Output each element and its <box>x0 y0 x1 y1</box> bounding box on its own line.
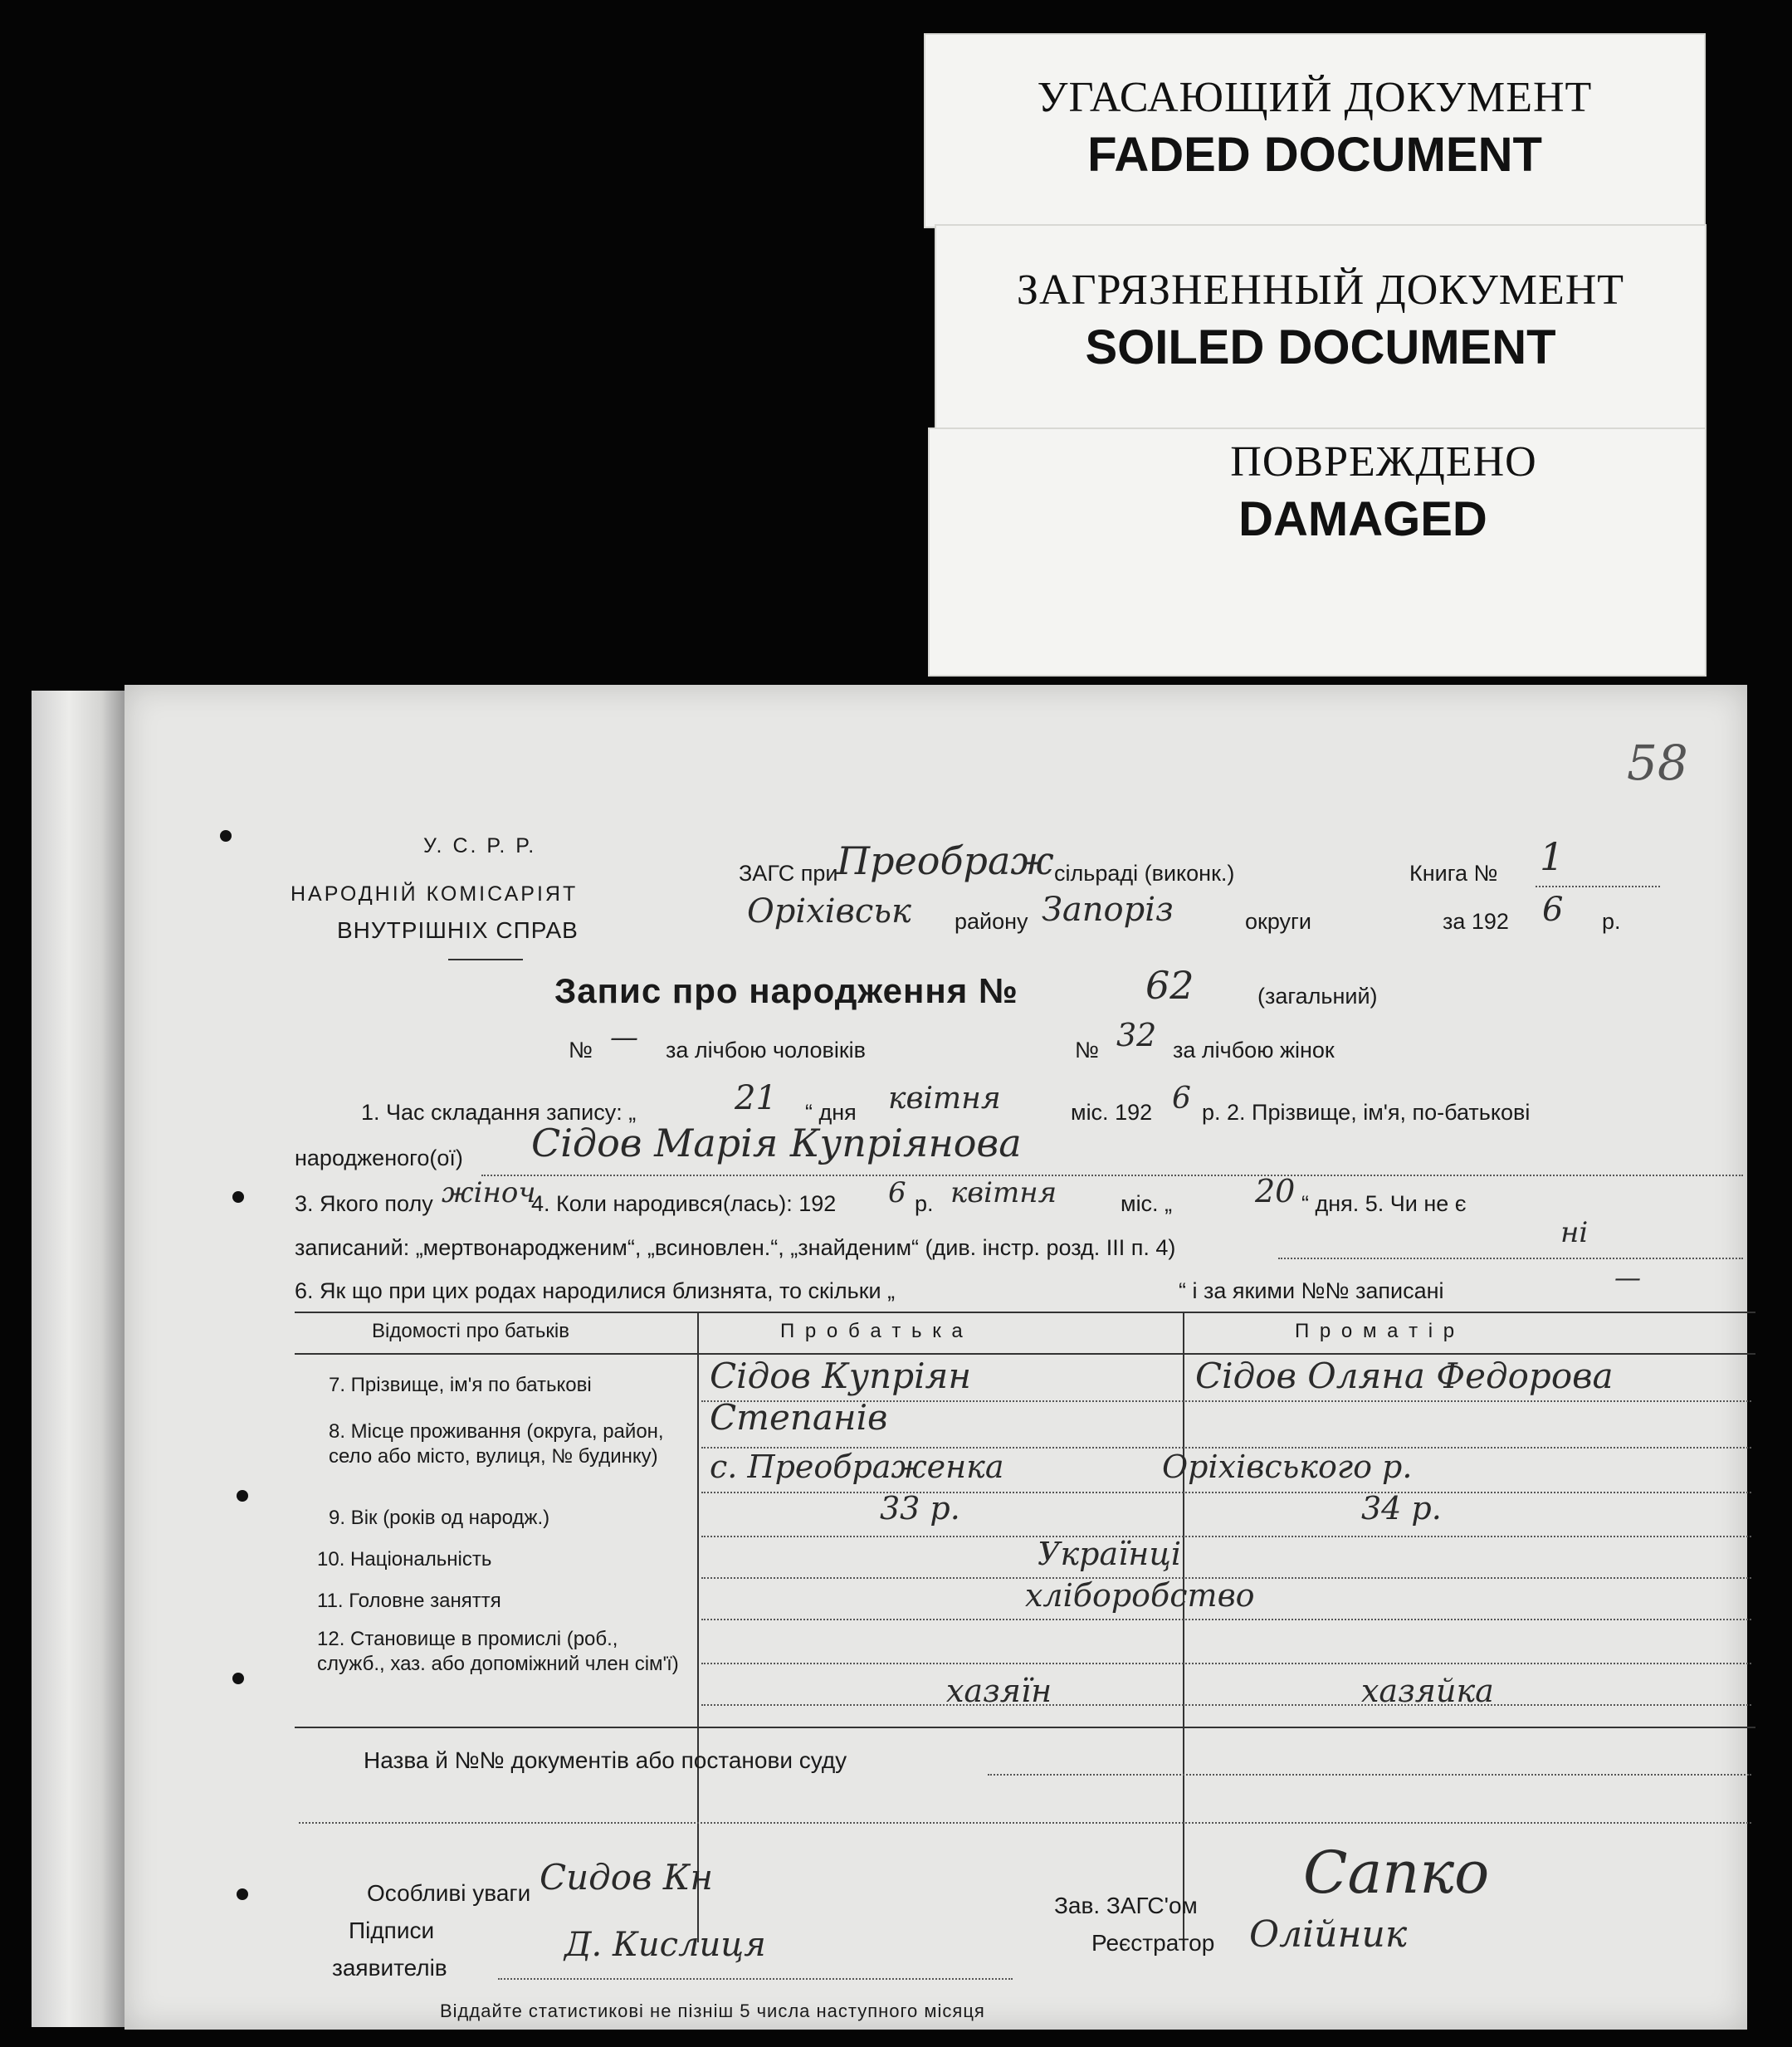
line3-text-e: “ дня. 5. Чи не є <box>1301 1191 1467 1216</box>
faded-document-stamp <box>924 33 1706 228</box>
row-rule <box>701 1536 1751 1537</box>
record-title: Запис про народження № <box>554 971 1018 1010</box>
mother-residence-value: Оріхівського р. <box>1162 1449 1413 1485</box>
line4-text: записаний: „мертвонародженим“, „всиновлен.“, „знайденим“ (див. інстр. розд. III п. 4) <box>295 1235 1176 1260</box>
row-label-occupation: 11. Головне заняття <box>317 1590 501 1612</box>
row-label-residence: 8. Місце проживання (округа, район, село або місто, вулиця, № будинку) <box>329 1420 664 1468</box>
line2-label: народженого(ої) <box>295 1146 463 1170</box>
documents-label: Назва й №№ документів або постанови суду <box>364 1747 847 1773</box>
registrar-label: Реєстратор <box>1091 1930 1215 1956</box>
binding-hole <box>237 1888 248 1900</box>
birth-day-value: 20 <box>1255 1173 1296 1209</box>
head-signature: Сапко <box>1303 1839 1490 1907</box>
soiled-document-stamp <box>935 224 1707 432</box>
zags-suffix: сільраді (виконк.) <box>1054 861 1235 886</box>
row-rule <box>701 1704 1751 1706</box>
row-rule <box>701 1492 1751 1493</box>
signer-value: Д. Кислиця <box>564 1926 766 1964</box>
commissariat-line2: ВНУТРІШНІХ СПРАВ <box>337 917 579 943</box>
line3-text-a: 3. Якого полу <box>295 1191 433 1216</box>
mother-status-value: хазяйка <box>1361 1673 1494 1709</box>
men-count-prefix: № <box>569 1038 593 1063</box>
zags-prefix: ЗАГС при <box>739 861 838 886</box>
stillborn-value: ні <box>1560 1216 1589 1249</box>
binding-spine <box>32 691 128 2027</box>
birth-record-form <box>125 685 1747 2030</box>
line1-text-d: р. 2. Прізвище, ім'я, по-батькові <box>1202 1100 1531 1125</box>
year-suffix: р. <box>1602 909 1621 934</box>
line1-text-c: міс. 192 <box>1071 1100 1153 1125</box>
year-prefix: за 192 <box>1443 909 1509 934</box>
table-col-divider-2 <box>1183 1312 1184 1942</box>
father-name-value: Сідов Купріян Степанів <box>710 1356 971 1438</box>
header-divider <box>448 959 523 960</box>
signers-line <box>498 1978 1013 1980</box>
signers-label-1: Підписи <box>349 1918 435 1943</box>
commissariat-line1: НАРОДНІЙ КОМІСАРІЯТ <box>291 882 579 906</box>
father-residence-value: с. Преображенка <box>710 1449 1004 1485</box>
district-label: району <box>955 909 1028 934</box>
line1-text-a: 1. Час складання запису: „ <box>361 1100 637 1125</box>
men-count-label: за лічбою чоловіків <box>666 1038 867 1063</box>
child-name-value: Сідов Марія Купріянова <box>531 1121 1022 1165</box>
record-note: (загальний) <box>1257 984 1378 1009</box>
record-day-value: 21 <box>735 1079 777 1117</box>
row-rule <box>701 1663 1751 1664</box>
record-number: 62 <box>1145 963 1194 1008</box>
women-count-label: за лічбою жінок <box>1173 1038 1335 1063</box>
table-header-father: П р о б а т ь к а <box>780 1320 965 1342</box>
row-label-name: 7. Прізвище, ім'я по батькові <box>329 1374 592 1396</box>
row-label-status: 12. Становище в промислі (роб., служб., хаз. або допоміжний член сім'ї) <box>317 1628 679 1675</box>
faded-stamp-ru: УГАСАЮЩИЙ ДОКУМЕНТ <box>1037 74 1593 121</box>
soiled-stamp-ru: ЗАГРЯЗНЕННЫЙ ДОКУМЕНТ <box>1016 266 1625 314</box>
record-month-value: квітня <box>888 1082 1001 1116</box>
line3-text-b: 4. Коли народився(лась): 192 <box>531 1191 837 1216</box>
district-value: Оріхівськ <box>747 892 911 931</box>
damaged-stamp-en: DAMAGED <box>1238 492 1487 546</box>
birth-year-value: 6 <box>888 1176 906 1209</box>
table-header-rule <box>295 1353 1755 1355</box>
book-label: Книга № <box>1409 861 1498 886</box>
okrug-label: округи <box>1245 909 1311 934</box>
father-age-value: 33 р. <box>880 1490 960 1527</box>
damaged-document-stamp <box>928 427 1707 677</box>
binding-hole <box>232 1191 244 1203</box>
year-value: 6 <box>1542 891 1564 929</box>
notes-label: Особливі уваги <box>367 1880 531 1906</box>
table-top-rule <box>295 1312 1755 1313</box>
record-year-value: 6 <box>1172 1082 1191 1116</box>
registrar-signature: Олійник <box>1249 1913 1408 1956</box>
binding-hole <box>220 830 232 842</box>
nationality-value: Українці <box>1038 1536 1181 1572</box>
binding-hole <box>232 1673 244 1684</box>
mother-name-value: Сідов Оляна Федорова <box>1195 1356 1614 1396</box>
line3-text-d: міс. „ <box>1121 1191 1173 1216</box>
okrug-value: Запоріз <box>1042 891 1174 929</box>
men-count-value: — <box>610 1021 638 1054</box>
head-label: Зав. ЗАГС'ом <box>1054 1893 1198 1918</box>
line1-text-b: “ дня <box>805 1100 857 1125</box>
line5-text-a: 6. Як що при цих родах народилися близнята, то скільки „ <box>295 1278 896 1303</box>
child-name-line <box>481 1175 1743 1176</box>
book-value: 1 <box>1540 834 1565 879</box>
line3-text-c: р. <box>915 1191 934 1216</box>
table-header-mother: П р о м а т і р <box>1295 1320 1458 1342</box>
women-count-value: 32 <box>1116 1017 1157 1053</box>
soiled-stamp-en: SOILED DOCUMENT <box>1085 320 1556 374</box>
table-header-info: Відомості про батьків <box>372 1320 569 1342</box>
documents-line-2 <box>299 1822 1751 1824</box>
twins-value: — <box>1614 1262 1641 1293</box>
child-sex-value: жіноч <box>442 1176 536 1209</box>
women-count-prefix: № <box>1075 1038 1099 1063</box>
bottom-instruction: Віддайте статистикові не пізніш 5 числа наступного місяця <box>440 2001 985 2021</box>
table-col-divider-1 <box>697 1312 699 1942</box>
book-line <box>1536 886 1660 887</box>
birth-month-value: квітня <box>950 1176 1057 1209</box>
occupation-value: хліборобство <box>1025 1577 1255 1614</box>
binding-hole <box>237 1490 248 1502</box>
row-label-nationality: 10. Національність <box>317 1548 492 1571</box>
page-number: 58 <box>1627 735 1688 791</box>
line4-fill <box>1278 1258 1743 1259</box>
row-rule <box>701 1619 1751 1620</box>
country-abbrev: У. С. Р. Р. <box>423 834 537 857</box>
damaged-stamp-ru: ПОВРЕЖДЕНО <box>1230 438 1537 486</box>
line5-text-b: “ і за якими №№ записані <box>1179 1278 1444 1303</box>
signers-label-2: заявителів <box>332 1955 447 1981</box>
table-bottom-rule <box>295 1727 1755 1728</box>
father-status-value: хазяїн <box>946 1673 1052 1709</box>
zags-village-value: Преображ <box>837 838 1054 883</box>
mother-age-value: 34 р. <box>1361 1490 1442 1527</box>
notes-value: Сидов Кн <box>540 1857 714 1898</box>
row-label-age: 9. Вік (років од народж.) <box>329 1507 550 1529</box>
documents-line <box>988 1774 1751 1776</box>
faded-stamp-en: FADED DOCUMENT <box>1087 128 1542 182</box>
